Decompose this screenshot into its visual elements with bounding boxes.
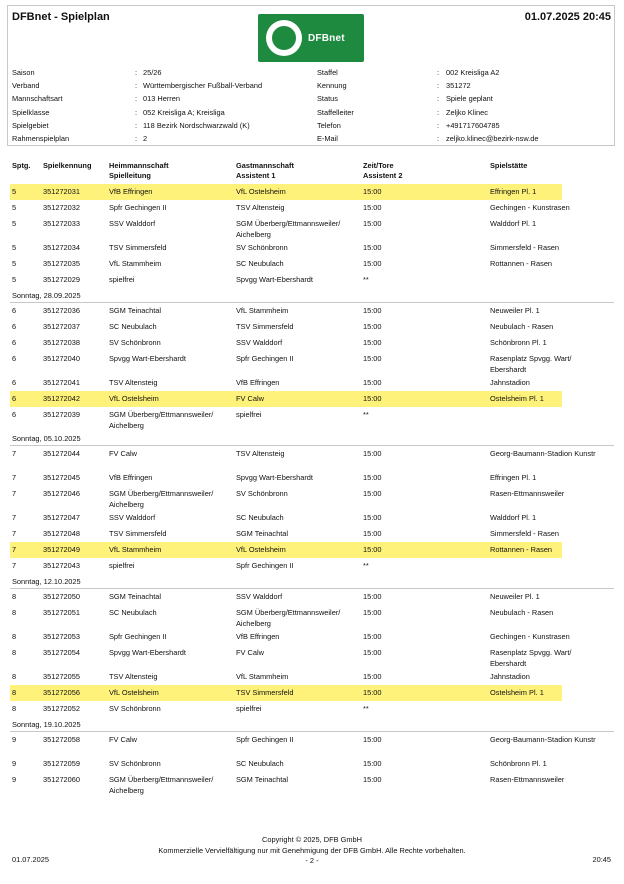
cell-heim: TSV Altensteig bbox=[109, 672, 158, 681]
cell-spielkennung: 351272054 bbox=[43, 648, 80, 657]
table-row bbox=[0, 701, 624, 717]
print-datetime: 01.07.2025 20:45 bbox=[524, 11, 611, 23]
cell-gast: FV Calw bbox=[236, 648, 264, 657]
table-row bbox=[0, 256, 624, 272]
info-colon: : bbox=[437, 120, 440, 130]
cell-heim: FV Calw bbox=[109, 449, 137, 458]
cell-heim: SC Neubulach bbox=[109, 322, 157, 331]
cell-zeit: 15:00 bbox=[363, 243, 382, 252]
cell-sptg: 6 bbox=[12, 378, 17, 387]
cell-sptg: 6 bbox=[12, 354, 17, 363]
cell-zeit: 15:00 bbox=[363, 648, 382, 657]
table-row bbox=[0, 629, 624, 645]
table-row-highlighted bbox=[10, 391, 562, 407]
table-row bbox=[0, 303, 624, 319]
cell-sptg: 7 bbox=[12, 449, 17, 458]
cell-gast: SGM Teinachtal bbox=[236, 775, 289, 784]
info-label: Kennung bbox=[317, 81, 347, 91]
cell-heim: SV Schönbronn bbox=[109, 759, 161, 768]
cell-spielstaette: Georg-Baumann-Stadion Kunstr bbox=[490, 735, 596, 744]
cell-sptg: 5 bbox=[12, 243, 17, 252]
cell-spielstaette: Simmersfeld - Rasen bbox=[490, 529, 559, 538]
cell-spielstaette: Schönbronn Pl. 1 bbox=[490, 338, 547, 347]
cell-zeit: 15:00 bbox=[363, 378, 382, 387]
cell-spielstaette: Schönbronn Pl. 1 bbox=[490, 759, 547, 768]
cell-gast: TSV Altensteig bbox=[236, 203, 285, 212]
date-separator bbox=[0, 431, 624, 446]
cell-gast: VfL Stammheim bbox=[236, 672, 289, 681]
info-colon: : bbox=[437, 68, 440, 77]
info-value: +491717604785 bbox=[446, 120, 500, 130]
cell-gast: SGM Überberg/Ettmannsweiler/ Aichelberg bbox=[236, 219, 341, 239]
cell-heim: SGM Überberg/Ettmannsweiler/ Aichelberg bbox=[109, 410, 214, 430]
cell-heim: SC Neubulach bbox=[109, 608, 157, 617]
table-row bbox=[0, 558, 624, 574]
cell-spielstaette: Jahnstadion bbox=[490, 672, 530, 681]
cell-zeit: 15:00 bbox=[363, 513, 382, 522]
info-label: Telefon bbox=[317, 120, 341, 130]
info-colon: : bbox=[135, 68, 138, 77]
cell-spielkennung: 351272058 bbox=[43, 735, 80, 744]
cell-spielstaette: Neuweiler Pl. 1 bbox=[490, 592, 540, 601]
schedule-table bbox=[0, 184, 624, 796]
header-heim-sub: Spielleitung bbox=[109, 171, 151, 180]
table-row bbox=[0, 756, 624, 772]
cell-heim: SGM Überberg/Ettmannsweiler/ Aichelberg bbox=[109, 489, 214, 509]
cell-spielstaette: Rasenplatz Spvgg. Wart/ Ebershardt bbox=[490, 354, 572, 374]
date-label: Sonntag, 12.10.2025 bbox=[12, 577, 81, 586]
table-row-highlighted bbox=[10, 685, 562, 701]
cell-spielstaette: Walddorf Pl. 1 bbox=[490, 219, 537, 228]
cell-spielkennung: 351272056 bbox=[43, 688, 80, 697]
info-colon: : bbox=[437, 94, 440, 104]
cell-sptg: 9 bbox=[12, 735, 17, 744]
date-label: Sonntag, 28.09.2025 bbox=[12, 291, 81, 300]
table-row bbox=[0, 375, 624, 391]
cell-heim: SV Schönbronn bbox=[109, 338, 161, 347]
table-row-highlighted bbox=[10, 184, 562, 200]
cell-gast: VfL Ostelsheim bbox=[236, 187, 286, 196]
table-row bbox=[0, 669, 624, 685]
info-row bbox=[12, 79, 312, 92]
cell-zeit: 15:00 bbox=[363, 608, 382, 617]
cell-spielkennung: 351272055 bbox=[43, 672, 80, 681]
cell-heim: VfL Ostelsheim bbox=[109, 394, 159, 403]
info-row bbox=[12, 66, 312, 79]
cell-sptg: 9 bbox=[12, 759, 17, 768]
cell-spielstaette: Rottannen - Rasen bbox=[490, 545, 553, 554]
info-value: Württembergischer Fußball-Verband bbox=[143, 81, 263, 91]
table-row bbox=[0, 200, 624, 216]
info-value: 118 Bezirk Nordschwarzwald (K) bbox=[143, 120, 250, 130]
cell-sptg: 8 bbox=[12, 688, 17, 697]
cell-spielstaette: Neuweiler Pl. 1 bbox=[490, 306, 540, 315]
cell-spielkennung: 351272049 bbox=[43, 545, 80, 554]
cell-sptg: 8 bbox=[12, 608, 17, 617]
cell-sptg: 8 bbox=[12, 704, 17, 713]
cell-sptg: 5 bbox=[12, 187, 17, 196]
cell-spielkennung: 351272031 bbox=[43, 187, 80, 196]
cell-spielkennung: 351272041 bbox=[43, 378, 80, 387]
cell-gast: SC Neubulach bbox=[236, 259, 284, 268]
info-value: Spiele geplant bbox=[446, 94, 493, 104]
footer-time: 20:45 bbox=[592, 855, 611, 864]
cell-spielstaette: Rasenplatz Spvgg. Wart/ Ebershardt bbox=[490, 648, 572, 668]
cell-sptg: 6 bbox=[12, 394, 17, 403]
cell-heim: SGM Überberg/Ettmannsweiler/ Aichelberg bbox=[109, 775, 214, 795]
info-row bbox=[317, 132, 617, 145]
cell-zeit: ** bbox=[363, 561, 369, 570]
cell-zeit: 15:00 bbox=[363, 306, 382, 315]
cell-heim: TSV Simmersfeld bbox=[109, 243, 167, 252]
table-row bbox=[0, 470, 624, 486]
info-value: 013 Herren bbox=[143, 94, 180, 104]
cell-spielkennung: 351272045 bbox=[43, 473, 80, 482]
info-row bbox=[12, 92, 312, 105]
dfbnet-logo bbox=[258, 14, 364, 62]
info-row bbox=[317, 119, 617, 132]
table-row bbox=[0, 772, 624, 796]
info-row bbox=[317, 66, 617, 79]
cell-spielkennung: 351272040 bbox=[43, 354, 80, 363]
cell-sptg: 6 bbox=[12, 338, 17, 347]
info-label: Staffel bbox=[317, 68, 338, 77]
cell-heim: Spfr Gechingen II bbox=[109, 632, 167, 641]
info-row bbox=[12, 106, 312, 119]
cell-zeit: 15:00 bbox=[363, 338, 382, 347]
footer bbox=[0, 835, 624, 867]
table-row bbox=[0, 335, 624, 351]
header-zeit: Zeit/Tore bbox=[363, 161, 394, 170]
cell-gast: Spvgg Wart-Ebershardt bbox=[236, 473, 313, 482]
cell-zeit: 15:00 bbox=[363, 473, 382, 482]
cell-gast: SSV Walddorf bbox=[236, 592, 283, 601]
table-row bbox=[0, 407, 624, 431]
cell-zeit: 15:00 bbox=[363, 545, 382, 554]
info-value: 25/26 bbox=[143, 68, 162, 77]
cell-sptg: 8 bbox=[12, 632, 17, 641]
table-row bbox=[0, 272, 624, 288]
cell-zeit: 15:00 bbox=[363, 394, 382, 403]
info-row bbox=[317, 79, 617, 92]
cell-spielkennung: 351272036 bbox=[43, 306, 80, 315]
cell-sptg: 7 bbox=[12, 545, 17, 554]
cell-zeit: 15:00 bbox=[363, 187, 382, 196]
cell-gast: TSV Altensteig bbox=[236, 449, 285, 458]
info-colon: : bbox=[135, 81, 138, 91]
header-zeit-sub: Assistent 2 bbox=[363, 171, 403, 180]
table-row bbox=[0, 605, 624, 629]
cell-sptg: 8 bbox=[12, 672, 17, 681]
header-sptg: Sptg. bbox=[12, 161, 31, 170]
cell-gast: SV Schönbronn bbox=[236, 489, 288, 498]
cell-zeit: 15:00 bbox=[363, 688, 382, 697]
cell-spielkennung: 351272059 bbox=[43, 759, 80, 768]
cell-zeit: 15:00 bbox=[363, 449, 382, 458]
info-colon: : bbox=[135, 120, 138, 130]
cell-heim: spielfrei bbox=[109, 561, 135, 570]
table-row bbox=[0, 486, 624, 510]
cell-gast: TSV Simmersfeld bbox=[236, 322, 294, 331]
cell-spielkennung: 351272044 bbox=[43, 449, 80, 458]
table-row bbox=[0, 240, 624, 256]
cell-spielstaette: Ostelsheim Pl. 1 bbox=[490, 394, 544, 403]
header-staette: Spielstätte bbox=[490, 161, 528, 170]
cell-heim: TSV Simmersfeld bbox=[109, 529, 167, 538]
info-value: Zeljko Klinec bbox=[446, 107, 488, 117]
cell-zeit: 15:00 bbox=[363, 759, 382, 768]
cell-heim: SSV Walddorf bbox=[109, 219, 156, 228]
footer-copyright: Copyright © 2025, DFB GmbH bbox=[262, 835, 362, 844]
cell-gast: SGM Teinachtal bbox=[236, 529, 289, 538]
info-label: E-Mail bbox=[317, 133, 338, 143]
cell-zeit: 15:00 bbox=[363, 632, 382, 641]
cell-gast: Spfr Gechingen II bbox=[236, 561, 294, 570]
cell-spielstaette: Rottannen - Rasen bbox=[490, 259, 553, 268]
cell-spielkennung: 351272046 bbox=[43, 489, 80, 498]
cell-gast: Spfr Gechingen II bbox=[236, 735, 294, 744]
cell-spielstaette: Neubulach - Rasen bbox=[490, 608, 554, 617]
date-separator bbox=[0, 717, 624, 732]
header-kennung: Spielkennung bbox=[43, 161, 92, 170]
cell-heim: Spfr Gechingen II bbox=[109, 203, 167, 212]
info-colon: : bbox=[135, 133, 138, 143]
cell-sptg: 5 bbox=[12, 219, 17, 228]
info-row bbox=[12, 132, 312, 145]
cell-spielkennung: 351272039 bbox=[43, 410, 80, 419]
header-heim: Heimmannschaft bbox=[109, 161, 169, 170]
cell-zeit: ** bbox=[363, 410, 369, 419]
cell-zeit: ** bbox=[363, 275, 369, 284]
info-value: zeljko.klinec@bezirk-nsw.de bbox=[446, 133, 539, 143]
cell-spielkennung: 351272042 bbox=[43, 394, 80, 403]
dfb-emblem-icon bbox=[266, 20, 302, 56]
cell-spielkennung: 351272032 bbox=[43, 203, 80, 212]
cell-spielkennung: 351272043 bbox=[43, 561, 80, 570]
info-colon: : bbox=[437, 133, 440, 143]
table-row bbox=[0, 446, 624, 470]
cell-gast: VfL Ostelsheim bbox=[236, 545, 286, 554]
cell-heim: SGM Teinachtal bbox=[109, 592, 162, 601]
date-separator bbox=[0, 288, 624, 303]
table-row bbox=[0, 589, 624, 605]
cell-gast: SV Schönbronn bbox=[236, 243, 288, 252]
cell-spielkennung: 351272052 bbox=[43, 704, 80, 713]
table-row bbox=[0, 510, 624, 526]
cell-spielstaette: Effringen Pl. 1 bbox=[490, 187, 537, 196]
cell-zeit: ** bbox=[363, 704, 369, 713]
cell-gast: SSV Walddorf bbox=[236, 338, 283, 347]
cell-zeit: 15:00 bbox=[363, 735, 382, 744]
header-gast-sub: Assistent 1 bbox=[236, 171, 276, 180]
cell-sptg: 7 bbox=[12, 529, 17, 538]
info-label: Staffelleiter bbox=[317, 107, 354, 117]
footer-date: 01.07.2025 bbox=[12, 855, 49, 864]
cell-heim: VfL Stammheim bbox=[109, 545, 162, 554]
date-label: Sonntag, 19.10.2025 bbox=[12, 720, 81, 729]
cell-spielstaette: Gechingen - Kunstrasen bbox=[490, 203, 570, 212]
info-colon: : bbox=[437, 81, 440, 91]
table-row bbox=[0, 732, 624, 756]
table-row bbox=[0, 216, 624, 240]
cell-spielstaette: Ostelsheim Pl. 1 bbox=[490, 688, 544, 697]
cell-sptg: 7 bbox=[12, 489, 17, 498]
cell-gast: SC Neubulach bbox=[236, 759, 284, 768]
table-row bbox=[0, 351, 624, 375]
cell-sptg: 6 bbox=[12, 306, 17, 315]
cell-gast: spielfrei bbox=[236, 410, 262, 419]
cell-heim: VfL Ostelsheim bbox=[109, 688, 159, 697]
cell-spielstaette: Gechingen - Kunstrasen bbox=[490, 632, 570, 641]
table-row bbox=[0, 645, 624, 669]
cell-spielkennung: 351272037 bbox=[43, 322, 80, 331]
cell-heim: Spvgg Wart-Ebershardt bbox=[109, 354, 186, 363]
cell-heim: Spvgg Wart-Ebershardt bbox=[109, 648, 186, 657]
logo-text: DFBnet bbox=[308, 32, 345, 44]
header-gast: Gastmannschaft bbox=[236, 161, 294, 170]
cell-sptg: 5 bbox=[12, 203, 17, 212]
cell-zeit: 15:00 bbox=[363, 354, 382, 363]
info-right bbox=[317, 66, 617, 145]
cell-heim: VfB Effringen bbox=[109, 187, 153, 196]
footer-page: - 2 - bbox=[305, 856, 319, 865]
cell-heim: TSV Altensteig bbox=[109, 378, 158, 387]
cell-sptg: 5 bbox=[12, 275, 17, 284]
info-row bbox=[317, 106, 617, 119]
cell-heim: SV Schönbronn bbox=[109, 704, 161, 713]
cell-gast: SC Neubulach bbox=[236, 513, 284, 522]
info-value: 002 Kreisliga A2 bbox=[446, 68, 500, 77]
cell-heim: FV Calw bbox=[109, 735, 137, 744]
info-label: Spielklasse bbox=[12, 107, 50, 117]
cell-spielkennung: 351272029 bbox=[43, 275, 80, 284]
cell-sptg: 7 bbox=[12, 561, 17, 570]
cell-spielstaette: Walddorf Pl. 1 bbox=[490, 513, 537, 522]
info-value: 052 Kreisliga A; Kreisliga bbox=[143, 107, 225, 117]
cell-sptg: 6 bbox=[12, 322, 17, 331]
info-colon: : bbox=[437, 107, 440, 117]
cell-spielstaette: Neubulach - Rasen bbox=[490, 322, 554, 331]
cell-zeit: 15:00 bbox=[363, 219, 382, 228]
cell-gast: Spfr Gechingen II bbox=[236, 354, 294, 363]
date-separator bbox=[0, 574, 624, 589]
cell-spielkennung: 351272050 bbox=[43, 592, 80, 601]
cell-gast: FV Calw bbox=[236, 394, 264, 403]
cell-heim: spielfrei bbox=[109, 275, 135, 284]
cell-zeit: 15:00 bbox=[363, 672, 382, 681]
cell-zeit: 15:00 bbox=[363, 775, 382, 784]
cell-spielkennung: 351272051 bbox=[43, 608, 80, 617]
date-label: Sonntag, 05.10.2025 bbox=[12, 434, 81, 443]
info-label: Mannschaftsart bbox=[12, 94, 63, 104]
cell-zeit: 15:00 bbox=[363, 259, 382, 268]
cell-heim: VfL Stammheim bbox=[109, 259, 162, 268]
cell-heim: SGM Teinachtal bbox=[109, 306, 162, 315]
info-label: Rahmenspielplan bbox=[12, 133, 70, 143]
page-title: DFBnet - Spielplan bbox=[12, 11, 110, 23]
cell-spielkennung: 351272033 bbox=[43, 219, 80, 228]
footer-notice: Kommerzielle Vervielfältigung nur mit Genehmigung der DFB GmbH. Alle Rechte vorbehalten. bbox=[158, 845, 466, 855]
info-colon: : bbox=[135, 94, 138, 104]
info-left bbox=[12, 66, 312, 145]
cell-spielkennung: 351272060 bbox=[43, 775, 80, 784]
table-row bbox=[0, 526, 624, 542]
cell-sptg: 5 bbox=[12, 259, 17, 268]
table-row bbox=[0, 319, 624, 335]
cell-gast: VfB Effringen bbox=[236, 632, 280, 641]
info-colon: : bbox=[135, 107, 138, 117]
cell-heim: SSV Walddorf bbox=[109, 513, 156, 522]
cell-spielkennung: 351272038 bbox=[43, 338, 80, 347]
info-value: 2 bbox=[143, 133, 148, 143]
cell-heim: VfB Effringen bbox=[109, 473, 153, 482]
cell-spielstaette: Simmersfeld - Rasen bbox=[490, 243, 559, 252]
cell-zeit: 15:00 bbox=[363, 203, 382, 212]
cell-zeit: 15:00 bbox=[363, 529, 382, 538]
cell-zeit: 15:00 bbox=[363, 592, 382, 601]
cell-sptg: 7 bbox=[12, 473, 17, 482]
info-label: Verband bbox=[12, 81, 40, 91]
info-row bbox=[12, 119, 312, 132]
cell-gast: spielfrei bbox=[236, 704, 262, 713]
cell-sptg: 6 bbox=[12, 410, 17, 419]
cell-gast: TSV Simmersfeld bbox=[236, 688, 294, 697]
cell-gast: VfL Stammheim bbox=[236, 306, 289, 315]
cell-sptg: 8 bbox=[12, 592, 17, 601]
cell-spielstaette: Rasen-Ettmannsweiler bbox=[490, 775, 565, 784]
cell-spielstaette: Georg-Baumann-Stadion Kunstr bbox=[490, 449, 596, 458]
info-label: Spielgebiet bbox=[12, 120, 49, 130]
cell-spielkennung: 351272048 bbox=[43, 529, 80, 538]
cell-sptg: 9 bbox=[12, 775, 17, 784]
cell-spielkennung: 351272034 bbox=[43, 243, 80, 252]
cell-spielstaette: Effringen Pl. 1 bbox=[490, 473, 537, 482]
cell-sptg: 8 bbox=[12, 648, 17, 657]
cell-gast: SGM Überberg/Ettmannsweiler/ Aichelberg bbox=[236, 608, 341, 628]
cell-spielstaette: Jahnstadion bbox=[490, 378, 530, 387]
cell-spielkennung: 351272053 bbox=[43, 632, 80, 641]
cell-sptg: 7 bbox=[12, 513, 17, 522]
info-label: Status bbox=[317, 94, 338, 104]
info-row bbox=[317, 92, 617, 105]
cell-zeit: 15:00 bbox=[363, 489, 382, 498]
table-row-highlighted bbox=[10, 542, 562, 558]
info-label: Saison bbox=[12, 68, 35, 77]
cell-spielkennung: 351272047 bbox=[43, 513, 80, 522]
info-value: 351272 bbox=[446, 81, 471, 91]
cell-spielstaette: Rasen-Ettmannsweiler bbox=[490, 489, 565, 498]
cell-spielkennung: 351272035 bbox=[43, 259, 80, 268]
cell-gast: VfB Effringen bbox=[236, 378, 280, 387]
cell-zeit: 15:00 bbox=[363, 322, 382, 331]
cell-gast: Spvgg Wart-Ebershardt bbox=[236, 275, 313, 284]
